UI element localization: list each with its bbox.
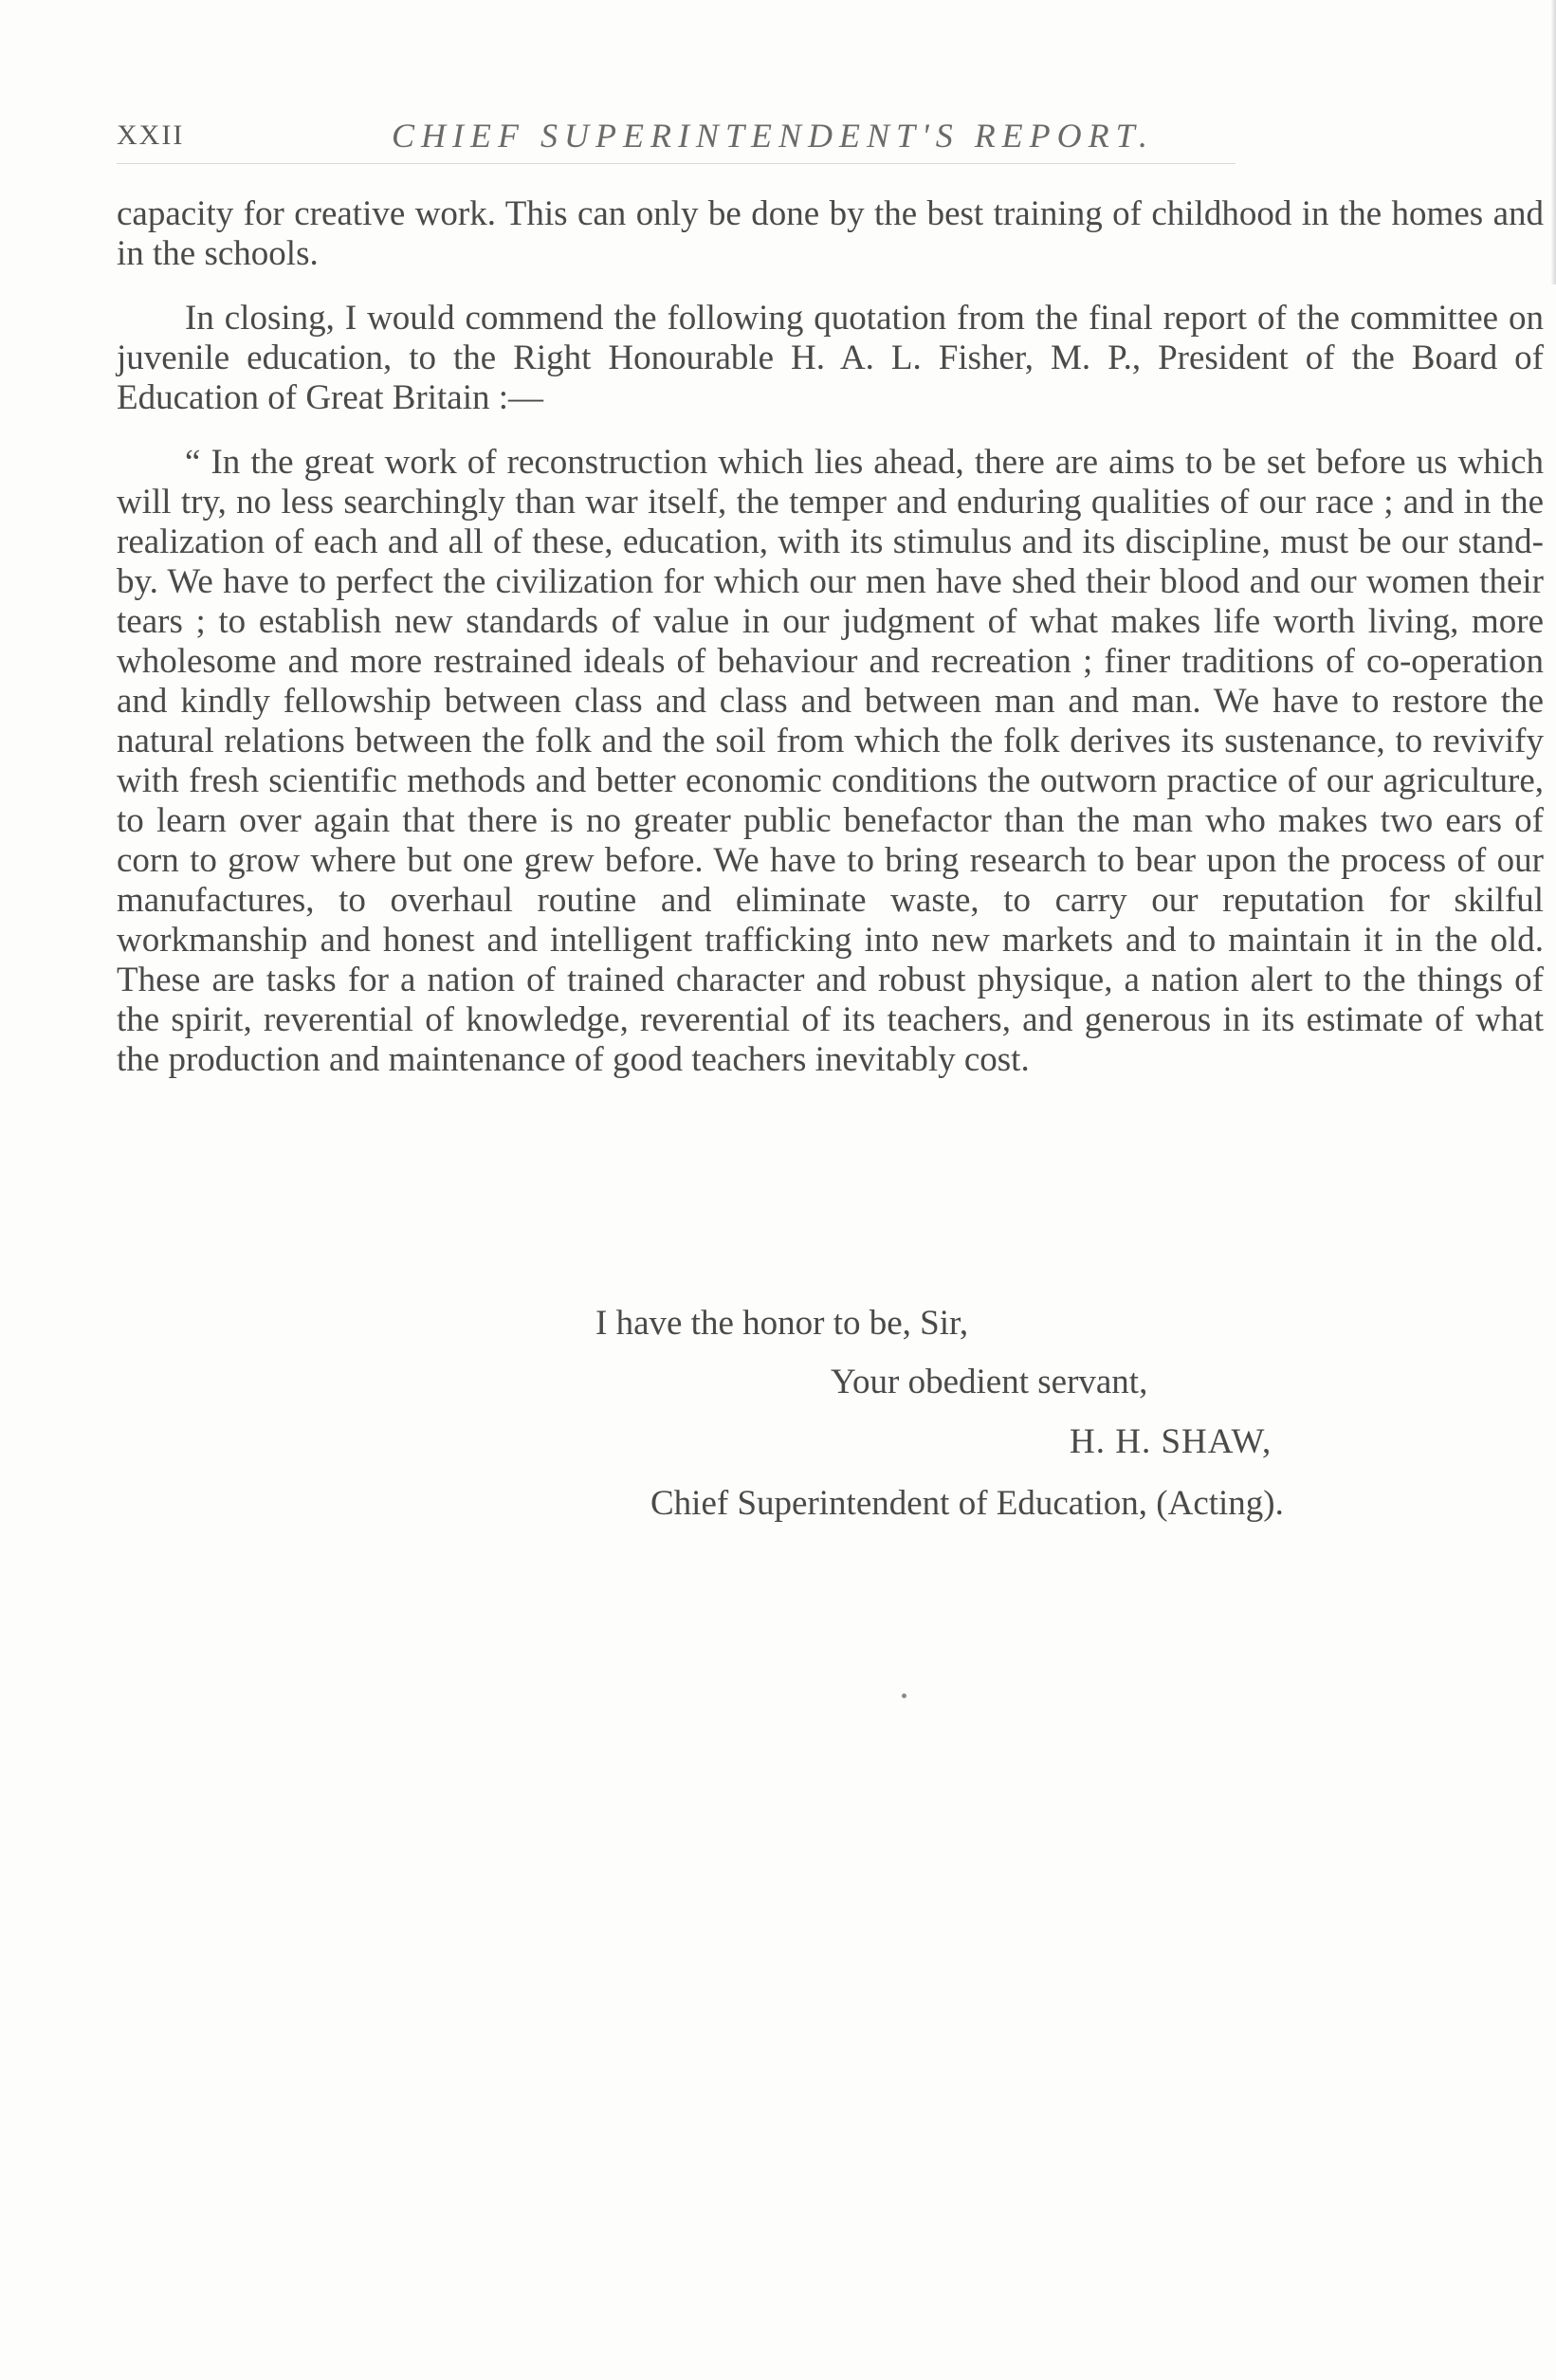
closing-servant: Your obedient servant, [831, 1363, 1148, 1401]
paragraph-closing-intro: In closing, I would commend the following quotation from the final report of the committee on juvenile education, to the Right Honourable H. A. L. Fisher, M. P., President of the Board of Education of Great Britain :— [117, 299, 1544, 417]
print-speck [902, 1693, 906, 1698]
running-header [117, 106, 1236, 164]
paragraph-continuation: capacity for creative work. This can only be done by the best training of childhood in the homes and in the schools. [117, 194, 1544, 273]
running-title: CHIEF SUPERINTENDENT'S REPORT. [392, 117, 1154, 155]
signature-name: H. H. SHAW, [1070, 1422, 1272, 1461]
body-text [117, 194, 1544, 1105]
paragraph-quotation: “ In the great work of reconstruction which lies ahead, there are aims to be set before us which will try, no less searchingly than war itself, the temper and enduring qualities of our race ; and in the realization of each and all of these, education, with its stimulus and its discipline, must be our stand-by. We have to perfect the civilization for which our men have shed their blood and our women their tears ; to establish new standards of value in our judgment of what makes life worth living, more wholesome and more restrained ideals of behaviour and recreation ; finer traditions of co-operation and kindly fellowship between class and class and between man and man. We have to restore the natural relations between the folk and the soil from which the folk derives its sustenance, to revivify with fresh scientific methods and better economic conditions the outworn practice of our agriculture, to learn over again that there is no greater public benefactor than the man who makes two ears of corn to grow where but one grew before. We have to bring research to bear upon the process of our manufactures, to overhaul routine and eliminate waste, to carry our reputation for skilful workmanship and honest and intelligent trafficking into new markets and to maintain it in the old. These are tasks for a nation of trained character and robust physique, a nation alert to the things of the spirit, reverential of knowledge, reverential of its teachers, and generous in its estimate of what the production and maintenance of good teachers inevitably cost. [117, 443, 1544, 1079]
signature-title: Chief Superintendent of Education, (Acting). [650, 1484, 1284, 1523]
page-number: XXII [117, 119, 185, 151]
closing-salutation: I have the honor to be, Sir, [595, 1304, 969, 1343]
page-edge-shadow [1550, 0, 1556, 284]
